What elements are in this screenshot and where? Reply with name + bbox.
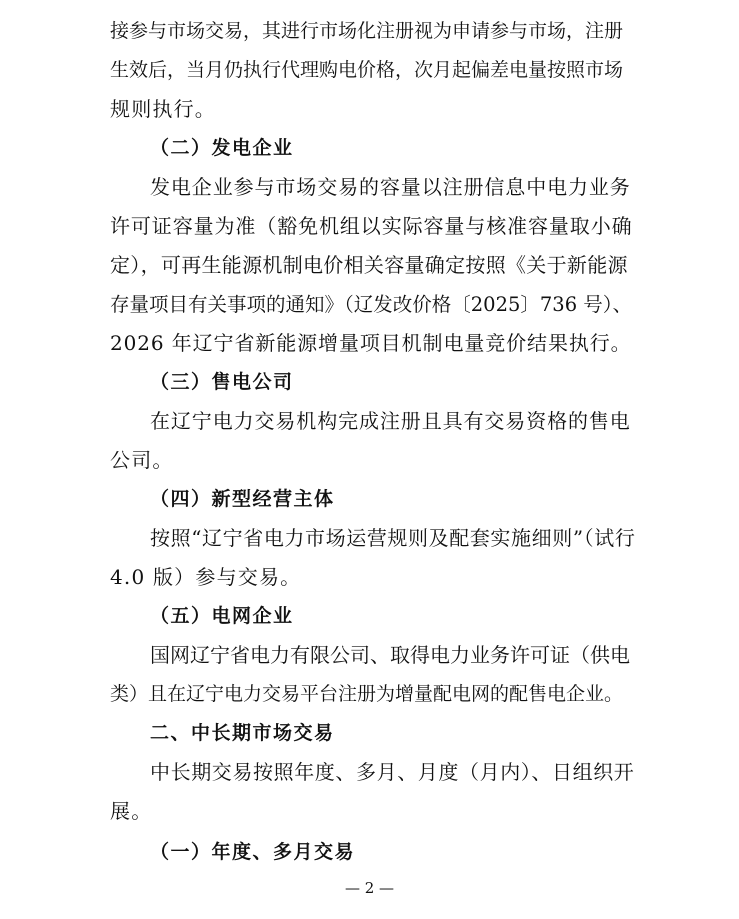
text-line: 2026 年辽宁省新能源增量项目机制电量竞价结果执行。: [110, 331, 632, 355]
text-line: 按照“辽宁省电力市场运营规则及配套实施细则”（试行: [150, 526, 636, 550]
text-line: 生效后，当月仍执行代理购电价格，次月起偏差电量按照市场: [110, 59, 624, 81]
text-line: 许可证容量为准（豁免机组以实际容量与核准容量取小确: [110, 214, 633, 238]
text-line: 接参与市场交易，其进行市场化注册视为申请参与市场，注册: [110, 20, 624, 42]
text-line: 公司。: [110, 448, 174, 472]
section-heading: （二）发电企业: [150, 137, 294, 159]
section-heading: （三）售电公司: [150, 371, 294, 393]
text-line: 规则执行。: [110, 97, 216, 121]
text-line: 发电企业参与市场交易的容量以注册信息中电力业务: [150, 175, 631, 199]
text-line: 展。: [110, 799, 153, 823]
text-line: 存量项目有关事项的通知》（辽发改价格〔2025〕736 号）、: [110, 293, 633, 316]
text-line: 在辽宁电力交易机构完成注册且具有交易资格的售电: [150, 409, 631, 433]
text-line: 定），可再生能源机制电价相关容量确定按照《关于新能源: [110, 253, 628, 277]
text-line: 国网辽宁省电力有限公司、取得电力业务许可证（供电: [150, 643, 630, 667]
text-line: 4.0 版）参与交易。: [110, 565, 302, 589]
section-heading: （一）年度、多月交易: [150, 841, 356, 863]
section-heading: （五）电网企业: [150, 605, 294, 627]
text-line: 类）且在辽宁电力交易平台注册为增量配电网的配售电企业。: [110, 683, 624, 705]
section-heading: 二、中长期市场交易: [150, 722, 335, 744]
text-line: 中长期交易按照年度、多月、月度（月内）、日组织开: [150, 760, 635, 784]
section-heading: （四）新型经营主体: [150, 488, 335, 510]
page-number: — 2 —: [344, 879, 395, 897]
